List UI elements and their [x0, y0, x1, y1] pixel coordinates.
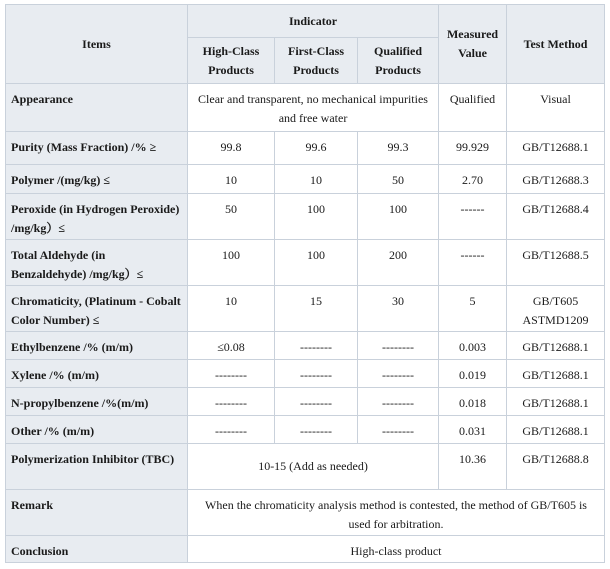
specification-table: [5, 4, 605, 563]
table-row: [6, 194, 605, 240]
test-method: GB/T12688.3: [507, 165, 605, 194]
header-first-class: First-Class Products: [275, 38, 358, 84]
item-label: Xylene /% (m/m): [6, 360, 188, 388]
item-label: Ethylbenzene /% (m/m): [6, 332, 188, 360]
qualified-value: --------: [358, 332, 439, 360]
test-method: GB/T12688.1: [507, 132, 605, 165]
first-class-value: 15: [275, 286, 358, 332]
table-row: [6, 286, 605, 332]
qualified-value: 50: [358, 165, 439, 194]
table-row: [6, 360, 605, 388]
qualified-value: --------: [358, 388, 439, 416]
item-label: Other /% (m/m): [6, 416, 188, 444]
high-class-value: --------: [188, 388, 275, 416]
measured-value: 99.929: [439, 132, 507, 165]
qualified-value: 100: [358, 194, 439, 240]
test-method: GB/T12688.8: [507, 444, 605, 490]
test-method: GB/T12688.1: [507, 332, 605, 360]
measured-value: 2.70: [439, 165, 507, 194]
table-row: [6, 444, 605, 490]
item-label: Polymerization Inhibitor (TBC): [6, 444, 188, 490]
qualified-value: 30: [358, 286, 439, 332]
measured-value: 0.018: [439, 388, 507, 416]
table-row: [6, 416, 605, 444]
remark-text: When the chromaticity analysis method is contested, the method of GB/T605 is used for arbitration.: [188, 490, 605, 536]
test-method: GB/T12688.1: [507, 388, 605, 416]
measured-value: ------: [439, 194, 507, 240]
high-class-value: 10: [188, 286, 275, 332]
high-class-value: ≤0.08: [188, 332, 275, 360]
item-label: Peroxide (in Hydrogen Peroxide) /mg/kg）≤: [6, 194, 188, 240]
test-method: GB/T12688.1: [507, 360, 605, 388]
table-row: [6, 165, 605, 194]
conclusion-label: Conclusion: [6, 536, 188, 563]
header-items: Items: [6, 5, 188, 84]
qualified-value: --------: [358, 416, 439, 444]
item-label: Appearance: [6, 84, 188, 132]
remark-label: Remark: [6, 490, 188, 536]
high-class-value: 99.8: [188, 132, 275, 165]
high-class-value: 10: [188, 165, 275, 194]
test-method: GB/T605 ASTMD1209: [507, 286, 605, 332]
header-test-method: Test Method: [507, 5, 605, 84]
item-label: Chromaticity, (Platinum - Cobalt Color Number) ≤: [6, 286, 188, 332]
test-method: Visual: [507, 84, 605, 132]
first-class-value: --------: [275, 388, 358, 416]
table-row: [6, 332, 605, 360]
first-class-value: --------: [275, 332, 358, 360]
test-method: GB/T12688.4: [507, 194, 605, 240]
measured-value: 0.003: [439, 332, 507, 360]
header-qualified: Qualified Products: [358, 38, 439, 84]
table-row: [6, 240, 605, 286]
first-class-value: 99.6: [275, 132, 358, 165]
conclusion-row: [6, 536, 605, 563]
first-class-value: --------: [275, 360, 358, 388]
measured-value: 0.019: [439, 360, 507, 388]
measured-value: Qualified: [439, 84, 507, 132]
table-row: [6, 132, 605, 165]
item-label: N-propylbenzene /%(m/m): [6, 388, 188, 416]
indicator-span-value: Clear and transparent, no mechanical impurities and free water: [188, 84, 439, 132]
high-class-value: 50: [188, 194, 275, 240]
item-label: Purity (Mass Fraction) /% ≥: [6, 132, 188, 165]
qualified-value: 200: [358, 240, 439, 286]
high-class-value: 100: [188, 240, 275, 286]
header-measured-value: Measured Value: [439, 5, 507, 84]
conclusion-text: High-class product: [188, 536, 605, 563]
header-indicator: Indicator: [188, 5, 439, 38]
header-high-class: High-Class Products: [188, 38, 275, 84]
qualified-value: --------: [358, 360, 439, 388]
measured-value: ------: [439, 240, 507, 286]
item-label: Polymer /(mg/kg) ≤: [6, 165, 188, 194]
test-method: GB/T12688.1: [507, 416, 605, 444]
first-class-value: 10: [275, 165, 358, 194]
remark-row: [6, 490, 605, 536]
item-label: Total Aldehyde (in Benzaldehyde) /mg/kg）≤: [6, 240, 188, 286]
table-row: [6, 388, 605, 416]
measured-value: 10.36: [439, 444, 507, 490]
first-class-value: --------: [275, 416, 358, 444]
indicator-span-value: 10-15 (Add as needed): [188, 444, 439, 490]
high-class-value: --------: [188, 416, 275, 444]
qualified-value: 99.3: [358, 132, 439, 165]
measured-value: 5: [439, 286, 507, 332]
test-method: GB/T12688.5: [507, 240, 605, 286]
header-row-1: [6, 5, 605, 38]
table-row: [6, 84, 605, 132]
first-class-value: 100: [275, 194, 358, 240]
measured-value: 0.031: [439, 416, 507, 444]
first-class-value: 100: [275, 240, 358, 286]
high-class-value: --------: [188, 360, 275, 388]
